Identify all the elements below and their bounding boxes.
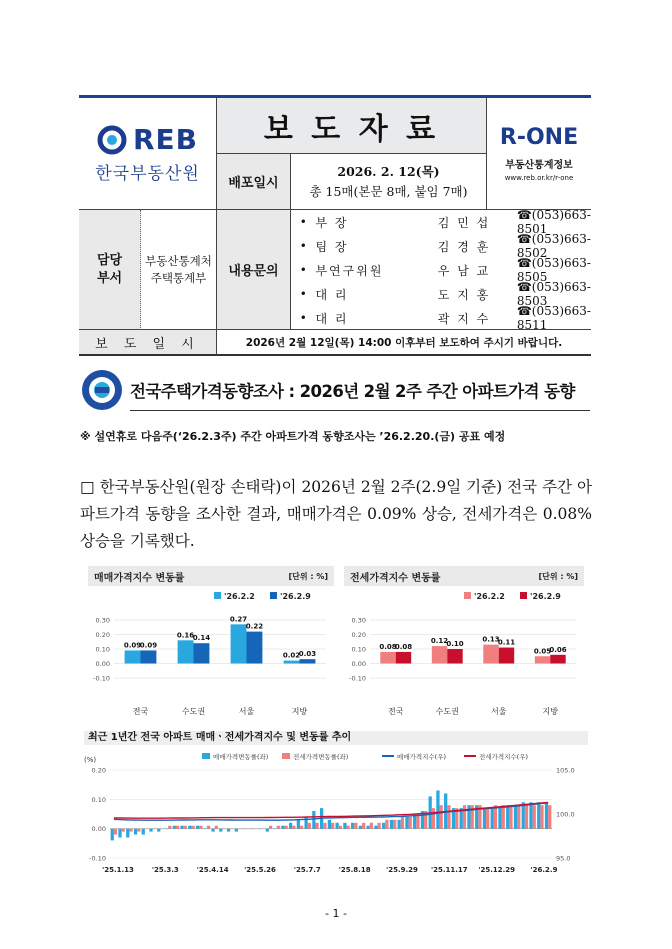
trend-sale-bar bbox=[335, 823, 338, 829]
trend-sale-bar bbox=[436, 791, 439, 829]
rent-legend-swatch bbox=[520, 592, 527, 599]
notice: ※ 설연휴로 다음주(‘26.2.3주) 주간 아파트가격 동향조사는 ’26.2.20.(금) 공표 예정 bbox=[80, 430, 506, 443]
rent-value-label: 0.13 bbox=[482, 635, 500, 644]
trend-left-tick: 0.00 bbox=[91, 825, 106, 834]
trend-rent-bar bbox=[393, 820, 396, 829]
trend-rent-bar bbox=[463, 805, 466, 828]
trend-left-axis-label: (%) bbox=[84, 756, 97, 764]
headline: 전국주택가격동향조사 : 2026년 2월 2주 주간 아파트가격 동향 bbox=[130, 382, 575, 401]
contact-role: 팀 장 bbox=[315, 239, 349, 254]
trend-sale-bar bbox=[498, 808, 501, 829]
sale-value-label: 0.14 bbox=[192, 634, 211, 643]
rent-value-label: 0.10 bbox=[446, 640, 464, 648]
trend-sale-bar bbox=[242, 829, 245, 830]
rent-bar bbox=[550, 655, 565, 664]
trend-sale-bar bbox=[405, 817, 408, 829]
trend-rent-bar bbox=[378, 823, 381, 829]
contact-row: • 부 장 김 민 섭 ☎(053)663-8501 bbox=[299, 208, 591, 236]
trend-rent-bar bbox=[331, 823, 334, 829]
trend-sale-bar bbox=[273, 829, 276, 830]
trend-rent-bar bbox=[409, 817, 412, 829]
sale-chart-title: 매매가격지수 변동률 bbox=[94, 572, 185, 584]
trend-sale-bar bbox=[142, 829, 145, 835]
sale-value-label: 0.09 bbox=[123, 641, 142, 650]
trend-legend-label: 전세가격변동률(좌) bbox=[293, 753, 349, 761]
sale-bar bbox=[125, 650, 141, 663]
trend-sale-bar bbox=[374, 826, 377, 829]
rent-value-label: 0.06 bbox=[549, 645, 567, 654]
contact-phone: ☎(053)663-8502 bbox=[516, 232, 591, 260]
trend-sale-bar bbox=[266, 829, 269, 832]
trend-rent-bar bbox=[284, 826, 287, 829]
rent-bar bbox=[447, 649, 462, 664]
page-count: 총 15매(본문 8매, 붙임 7매) bbox=[309, 183, 468, 199]
trend-sale-bar bbox=[235, 829, 238, 832]
trend-x-label: '25.1.13 bbox=[102, 866, 134, 874]
trend-sale-bar bbox=[382, 823, 385, 829]
dept-label-line-1: 담당 bbox=[96, 252, 123, 268]
rent-bar bbox=[499, 648, 514, 664]
trend-rent-bar bbox=[207, 826, 210, 829]
page-number: - 1 - bbox=[325, 907, 347, 920]
trend-sale-bar bbox=[250, 829, 253, 830]
contact-role: 대 리 bbox=[315, 287, 349, 302]
rent-bar bbox=[535, 656, 550, 663]
trend-rent-bar bbox=[401, 817, 404, 829]
sale-category-label: 수도권 bbox=[181, 707, 206, 716]
trend-rent-bar bbox=[323, 823, 326, 829]
trend-rent-bar bbox=[432, 808, 435, 829]
rent-chart-header bbox=[344, 566, 584, 586]
trend-legend-label: 매매가격지수(우) bbox=[397, 753, 447, 761]
contact-row: • 부연구위원 우 남 교 ☎(053)663-8505 bbox=[299, 256, 591, 284]
trend-sale-bar bbox=[529, 802, 532, 828]
rent-value-label: 0.05 bbox=[533, 647, 552, 656]
trend-rent-bar bbox=[339, 826, 342, 829]
sale-legend-label: '26.2.9 bbox=[280, 592, 311, 601]
rent-y-tick: 0.10 bbox=[351, 645, 366, 654]
sale-y-tick: 0.20 bbox=[95, 631, 110, 639]
trend-rent-bar bbox=[129, 829, 132, 832]
trend-sale-bar bbox=[165, 829, 168, 830]
trend-x-label: '25.8.18 bbox=[338, 866, 371, 874]
contacts-list bbox=[291, 210, 591, 330]
rent-y-tick: 0.30 bbox=[351, 616, 366, 625]
contact-phone: ☎(053)663-8501 bbox=[516, 208, 591, 236]
rent-value-label: 0.08 bbox=[394, 642, 413, 651]
rent-category-label: 수도권 bbox=[435, 707, 459, 716]
sale-bar bbox=[178, 640, 194, 663]
reb-logo-name: 한국부동산원 bbox=[95, 164, 200, 184]
trend-sale-bar bbox=[188, 826, 191, 829]
trend-sale-bar bbox=[149, 829, 152, 832]
trend-left-tick: 0.10 bbox=[91, 795, 106, 804]
trend-sale-bar bbox=[522, 802, 525, 828]
trend-sale-bar bbox=[204, 829, 207, 830]
trend-chart bbox=[82, 748, 588, 880]
trend-sale-bar bbox=[219, 829, 222, 832]
rent-chart-unit: [단위 : %] bbox=[538, 572, 578, 581]
rent-chart-title: 전세가격지수 변동률 bbox=[350, 572, 441, 584]
sale-y-tick: 0.10 bbox=[95, 645, 110, 654]
trend-x-label: '26.2.9 bbox=[530, 866, 558, 874]
trend-rent-bar bbox=[191, 826, 194, 829]
sale-value-label: 0.27 bbox=[229, 615, 248, 624]
trend-sale-bar bbox=[180, 826, 183, 829]
trend-sale-bar bbox=[483, 808, 486, 829]
trend-sale-bar bbox=[367, 826, 370, 829]
contact-role: 부연구위원 bbox=[315, 263, 384, 278]
rent-value-label: 0.11 bbox=[497, 638, 516, 647]
sale-category-label: 서울 bbox=[238, 707, 255, 716]
trend-sale-bar bbox=[111, 829, 114, 841]
trend-rent-bar bbox=[277, 826, 280, 829]
trend-sale-bar bbox=[297, 820, 300, 829]
trend-sale-bar bbox=[258, 829, 261, 830]
contact-name: 김 민 섭 bbox=[437, 215, 491, 230]
release-date-label: 배포일시 bbox=[217, 154, 291, 210]
trend-rent-bar bbox=[370, 823, 373, 829]
trend-rent-bar bbox=[199, 826, 202, 829]
sale-chart-header bbox=[88, 566, 334, 586]
report-date-label: 보 도 일 시 bbox=[79, 330, 217, 356]
trend-rent-bar bbox=[447, 805, 450, 828]
trend-rent-bar bbox=[122, 829, 125, 832]
body-paragraph: □ 한국부동산원(원장 손태락)이 2026년 2월 2주(2.9일 기준) 전국 주간 아파트가격 동향을 조사한 결과, 매매가격은 0.09% 상승, 전세가격은 0.08% 상승을 기록했다. bbox=[80, 478, 592, 550]
trend-rent-bar bbox=[440, 805, 443, 828]
dept-cell bbox=[141, 210, 217, 330]
dept-name-1: 부동산통계처 bbox=[145, 253, 212, 268]
trend-left-tick: 0.20 bbox=[91, 766, 106, 775]
sale-value-label: 0.16 bbox=[176, 631, 195, 640]
contact-role: 대 리 bbox=[315, 311, 349, 326]
trend-sale-bar bbox=[196, 826, 199, 829]
sale-bar bbox=[231, 624, 247, 663]
inquiry-label: 내용문의 bbox=[217, 210, 291, 330]
national-statistics-seal-icon bbox=[80, 368, 124, 412]
trend-sale-bar bbox=[343, 823, 346, 829]
contact-phone: ☎(053)663-8511 bbox=[516, 304, 591, 332]
trend-sale-bar bbox=[491, 808, 494, 829]
rent-legend-label: '26.2.2 bbox=[474, 592, 505, 601]
trend-rent-bar bbox=[533, 805, 536, 828]
press-release-title: 보 도 자 료 bbox=[217, 98, 487, 154]
trend-rent-bar bbox=[269, 826, 272, 829]
trend-rent-bar bbox=[354, 823, 357, 829]
sale-y-tick: 0.30 bbox=[95, 616, 110, 625]
trend-sale-bar bbox=[359, 826, 362, 829]
sale-value-label: 0.09 bbox=[139, 641, 158, 650]
contact-row: • 팀 장 김 경 훈 ☎(053)663-8502 bbox=[299, 232, 591, 260]
press-header-table bbox=[79, 95, 591, 356]
trend-x-label: '25.7.7 bbox=[293, 866, 321, 874]
rone-logo-url: www.reb.or.kr/r-one bbox=[504, 174, 574, 182]
sale-y-tick: -0.10 bbox=[93, 674, 110, 683]
release-date-cell bbox=[291, 154, 487, 210]
trend-right-tick: 95.0 bbox=[556, 854, 571, 863]
trend-rent-bar bbox=[160, 829, 163, 830]
trend-right-tick: 100.0 bbox=[556, 810, 575, 819]
trend-x-label: '25.5.26 bbox=[244, 866, 276, 874]
trend-rent-bar bbox=[494, 805, 497, 828]
reb-logo-mark: REB bbox=[132, 123, 199, 156]
trend-sale-bar bbox=[537, 802, 540, 828]
contact-name: 우 남 교 bbox=[437, 263, 491, 278]
trend-rent-bar bbox=[517, 805, 520, 828]
rent-category-label: 지방 bbox=[542, 707, 558, 716]
rone-logo-name: 부동산통계정보 bbox=[505, 160, 573, 171]
rent-legend-swatch bbox=[464, 592, 471, 599]
rent-bar bbox=[396, 652, 411, 664]
rent-category-label: 전국 bbox=[388, 707, 404, 716]
rent-change-chart bbox=[344, 586, 584, 720]
contact-name: 김 경 훈 bbox=[437, 239, 491, 254]
rone-logo-mark: R-ONE bbox=[499, 125, 579, 150]
trend-sale-bar bbox=[211, 829, 214, 832]
rent-y-tick: -0.10 bbox=[349, 674, 366, 683]
rent-y-tick: 0.20 bbox=[351, 631, 366, 639]
trend-rent-bar bbox=[292, 826, 295, 829]
reb-logo-icon bbox=[97, 125, 127, 155]
trend-sale-bar bbox=[134, 829, 137, 835]
dept-label bbox=[79, 210, 141, 330]
trend-rent-bar bbox=[261, 829, 264, 830]
trend-sale-bar bbox=[328, 820, 331, 829]
trend-rent-bar bbox=[300, 826, 303, 829]
rent-y-tick: 0.00 bbox=[351, 660, 366, 668]
trend-rent-bar bbox=[176, 826, 179, 829]
trend-right-tick: 105.0 bbox=[556, 766, 575, 775]
reb-logo-cell bbox=[79, 98, 217, 210]
trend-rent-bar bbox=[362, 823, 365, 829]
trend-rent-bar bbox=[253, 829, 256, 830]
trend-rent-bar bbox=[486, 808, 489, 829]
trend-sale-bar bbox=[506, 805, 509, 828]
contact-row: • 대 리 곽 지 수 ☎(053)663-8511 bbox=[299, 304, 591, 332]
sale-value-label: 0.03 bbox=[298, 650, 317, 659]
rent-bar bbox=[483, 645, 498, 664]
sale-category-label: 지방 bbox=[291, 707, 308, 716]
trend-rent-bar bbox=[153, 829, 156, 830]
rent-bar bbox=[432, 646, 447, 663]
trend-left-tick: -0.10 bbox=[89, 854, 106, 863]
contact-role: 부 장 bbox=[315, 215, 349, 230]
sale-legend-swatch bbox=[270, 592, 277, 599]
trend-x-label: '25.12.29 bbox=[478, 866, 516, 874]
sale-bar bbox=[300, 659, 316, 663]
trend-rent-bar bbox=[230, 829, 233, 830]
trend-rent-bar bbox=[315, 823, 318, 829]
rent-value-label: 0.08 bbox=[379, 642, 397, 651]
rent-legend-label: '26.2.9 bbox=[530, 592, 561, 601]
sale-bar bbox=[194, 643, 210, 663]
trend-rent-bar bbox=[540, 805, 543, 828]
trend-rent-bar bbox=[246, 829, 249, 830]
sale-chart-unit: [단위 : %] bbox=[288, 572, 328, 581]
rent-value-label: 0.12 bbox=[430, 637, 449, 646]
rent-bar bbox=[380, 652, 395, 664]
release-date: 2026. 2. 12(목) bbox=[337, 163, 440, 179]
trend-x-label: '25.9.29 bbox=[386, 866, 418, 874]
sale-bar bbox=[247, 632, 263, 664]
trend-rent-bar bbox=[548, 805, 551, 828]
trend-x-label: '25.4.14 bbox=[196, 866, 229, 874]
sale-bar bbox=[141, 650, 157, 663]
trend-sale-bar bbox=[289, 823, 292, 829]
trend-rent-bar bbox=[215, 826, 218, 829]
trend-sale-bar bbox=[514, 805, 517, 828]
headline-box bbox=[130, 370, 590, 411]
contact-name: 곽 지 수 bbox=[437, 311, 491, 326]
trend-rent-bar bbox=[347, 826, 350, 829]
dept-label-line-2: 부서 bbox=[96, 270, 123, 286]
trend-sale-bar bbox=[126, 829, 129, 838]
contact-name: 도 지 홍 bbox=[437, 287, 491, 302]
trend-rent-bar bbox=[385, 820, 388, 829]
trend-sale-bar bbox=[281, 826, 284, 829]
contact-phone: ☎(053)663-8505 bbox=[516, 256, 591, 284]
trend-sale-bar bbox=[351, 823, 354, 829]
sale-legend-label: '26.2.2 bbox=[224, 592, 255, 601]
trend-rent-bar bbox=[238, 829, 241, 830]
trend-sale-bar bbox=[398, 820, 401, 829]
sale-y-tick: 0.00 bbox=[95, 660, 110, 668]
contact-phone: ☎(053)663-8503 bbox=[516, 280, 591, 308]
trend-x-label: '25.3.3 bbox=[151, 866, 179, 874]
trend-sale-bar bbox=[157, 829, 160, 832]
trend-rent-bar bbox=[168, 826, 171, 829]
trend-x-label: '25.11.17 bbox=[430, 866, 468, 874]
sale-legend-swatch bbox=[214, 592, 221, 599]
sale-value-label: 0.22 bbox=[245, 622, 264, 631]
sale-bar bbox=[284, 661, 300, 664]
trend-sale-bar bbox=[118, 829, 121, 838]
trend-sale-bar bbox=[390, 820, 393, 829]
trend-legend-swatch bbox=[282, 753, 290, 759]
sale-category-label: 전국 bbox=[132, 707, 149, 716]
trend-rent-bar bbox=[525, 805, 528, 828]
sale-value-label: 0.02 bbox=[282, 651, 301, 660]
trend-rent-bar bbox=[222, 829, 225, 830]
trend-sale-bar bbox=[227, 829, 230, 832]
contact-row: • 대 리 도 지 홍 ☎(053)663-8503 bbox=[299, 280, 591, 308]
sale-change-chart bbox=[88, 586, 334, 720]
trend-sale-bar bbox=[173, 826, 176, 829]
trend-rent-bar bbox=[137, 829, 140, 832]
trend-rent-bar bbox=[308, 823, 311, 829]
trend-legend-label: 매매가격변동률(좌) bbox=[213, 753, 269, 761]
dept-name-2: 주택통계부 bbox=[150, 270, 207, 285]
trend-chart-title: 최근 1년간 전국 아파트 매매ㆍ전세가격지수 및 변동률 추이 bbox=[84, 731, 588, 745]
trend-rent-bar bbox=[114, 829, 117, 835]
trend-legend-swatch bbox=[202, 753, 210, 759]
rent-category-label: 서울 bbox=[491, 707, 507, 716]
trend-rent-bar bbox=[502, 805, 505, 828]
trend-sale-bar bbox=[545, 802, 548, 828]
trend-sale-bar bbox=[312, 811, 315, 829]
trend-legend-label: 전세가격지수(우) bbox=[479, 753, 529, 761]
trend-rent-bar bbox=[145, 829, 148, 830]
report-date-text: 2026년 2월 12일(목) 14:00 이후부터 보도하여 주시기 바랍니다. bbox=[217, 330, 591, 356]
rone-logo-cell bbox=[487, 98, 591, 210]
trend-rent-bar bbox=[509, 805, 512, 828]
trend-rent-bar bbox=[184, 826, 187, 829]
